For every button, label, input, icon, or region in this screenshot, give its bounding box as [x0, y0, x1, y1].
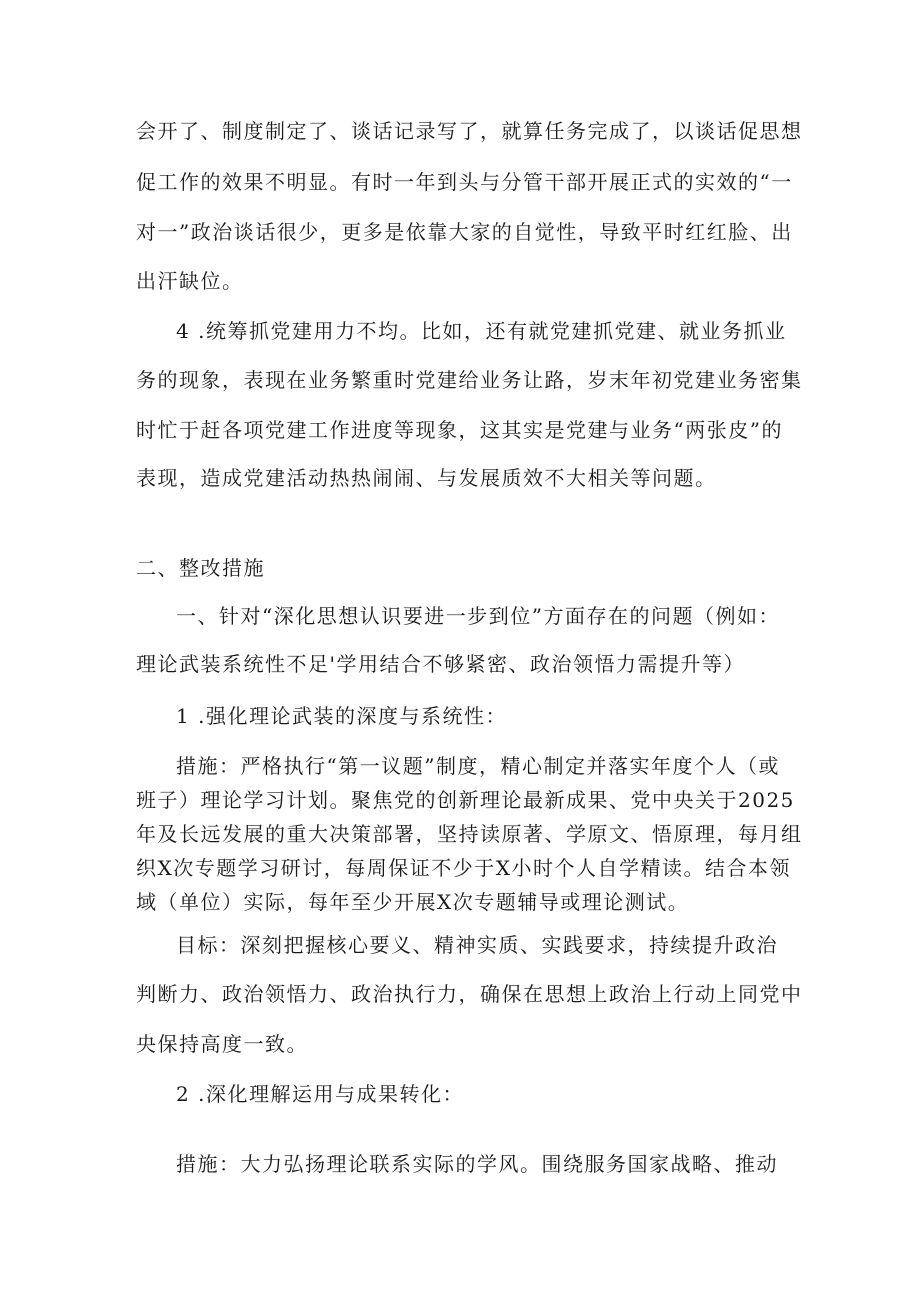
- body-text-line: 时忙于赶各项党建工作进度等现象，这其实是党建与业务“两张皮”的: [136, 418, 783, 442]
- goal-paragraph-line: 目标：深刻把握核心要义、精神实质、实践要求，持续提升政治: [176, 933, 778, 957]
- body-text-line: 会开了、制度制定了、谈话记录写了，就算任务完成了，以谈话促思想: [136, 119, 803, 143]
- section-heading: 二、整改措施: [136, 556, 265, 580]
- numbered-item-1: 1 .强化理论武装的深度与系统性：: [176, 704, 507, 728]
- body-text-line: 促工作的效果不明显。有时一年到头与分管干部开展正式的实效的“一: [136, 170, 793, 194]
- body-text-line: 央保持高度一致。: [136, 1032, 308, 1056]
- body-text-line: 对一”政治谈话很少，更多是依靠大家的自觉性，导致平时红红脸、出: [136, 220, 793, 244]
- body-text-line: 织X次专题学习研讨，每周保证不少于X小时个人自学精读。结合本领: [136, 856, 791, 880]
- body-text-line: 务的现象，表现在业务繁重时党建给业务让路，岁末年初党建业务密集: [136, 368, 803, 392]
- measure-paragraph-line: 措施：严格执行“第一议题”制度，精心制定并落实年度个人（或: [176, 754, 780, 778]
- body-text-line: 出汗缺位。: [136, 269, 244, 293]
- body-text-line: 表现，造成党建活动热热闹闹、与发展质效不大相关等问题。: [136, 466, 717, 490]
- numbered-item-2: 2 .深化理解运用与成果转化：: [176, 1082, 464, 1106]
- body-text-line: 域（单位）实际，每年至少开展X次专题辅导或理论测试。: [136, 890, 690, 914]
- body-text-line: 判断力、政治领悟力、政治执行力，确保在思想上政治上行动上同党中: [136, 982, 803, 1006]
- measure-paragraph-line: 措施：大力弘扬理论联系实际的学风。围绕服务国家战略、推动: [176, 1152, 778, 1176]
- body-text-line: 年及长远发展的重大决策部署，坚持读原著、学原文、悟原理，每月组: [136, 822, 803, 846]
- numbered-item-4: 4 .统筹抓党建用力不均。比如，还有就党建抓党建、就业务抓业: [176, 319, 787, 343]
- subsection-heading: 一、针对“深化思想认识要进一步到位”方面存在的问题（例如：: [176, 604, 780, 628]
- body-text-line: 理论武装系统性不足'学用结合不够紧密、政治领悟力需提升等）: [136, 652, 745, 676]
- body-text-line: 班子）理论学习计划。聚焦党的创新理论最新成果、党中央关于2025: [136, 788, 795, 812]
